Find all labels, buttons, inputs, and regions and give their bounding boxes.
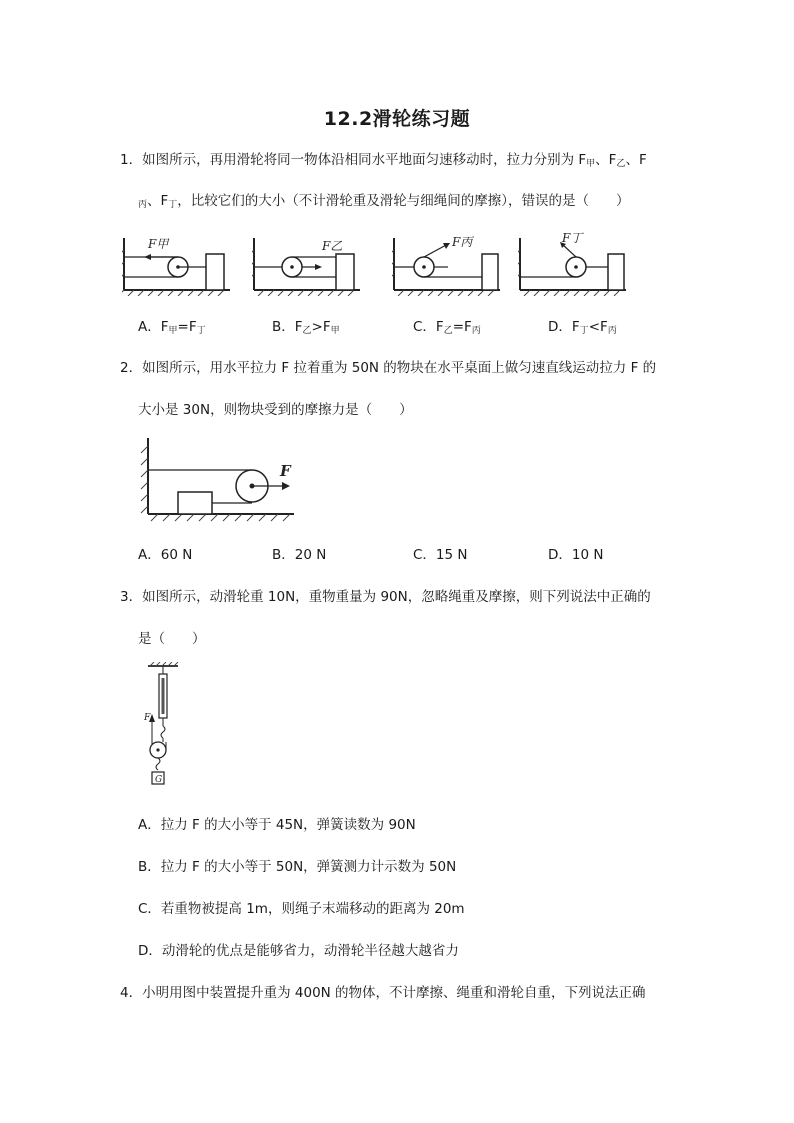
q3-option-d[interactable]: D．动滑轮的优点是能够省力，动滑轮半径越大越省力 (138, 943, 459, 959)
q1-figure-bing (392, 230, 504, 296)
q3-line-2: 是（ ） (138, 631, 206, 647)
q3-text-a: 如图所示，动滑轮重 10N，重物重量为 90N，忽略绳重及摩擦，则下列说法中正确的 (142, 589, 651, 605)
q4-line-1 (120, 983, 646, 1003)
q1-text-a: 如图所示，再用滑轮将同一物体沿相同水平地面匀速移动时，拉力分别为 F (142, 152, 587, 168)
q1-figure-yi (252, 230, 364, 296)
q1-fig-label-jia: F甲 (148, 237, 169, 251)
q3-figure (138, 662, 188, 792)
q2-option-b[interactable]: B．20 N (272, 547, 327, 563)
q1-b-sub1: 乙 (302, 326, 312, 336)
q4-number: 4． (120, 985, 143, 1001)
q1-text-b: ，比较它们的大小（不计滑轮重及滑轮与细绳间的摩擦），错误的是（ ） (177, 193, 630, 209)
q3-number: 3． (120, 589, 143, 605)
q1-b-sub2: 甲 (330, 326, 340, 336)
q1-figure-jia (122, 230, 234, 296)
q1-c-sub1: 乙 (443, 326, 453, 336)
q1-sub-jia: 甲 (586, 159, 596, 169)
q3-fig-label-g: G (155, 775, 163, 785)
q2-option-a[interactable]: A．60 N (138, 547, 193, 563)
q4-text-a: 小明用图中装置提升重为 400N 的物体，不计摩擦、绳重和滑轮自重，下列说法正确 (142, 985, 646, 1001)
q1-c-label: C．F (413, 319, 444, 335)
q1-d-mid: <F (588, 319, 608, 335)
q1-fig-label-ding: F丁 (562, 231, 583, 245)
q1-line-1 (120, 150, 647, 174)
q1-sep2: 、F (625, 152, 647, 168)
q3-option-c[interactable]: C．若重物被提高 1m，则绳子末端移动的距离为 20m (138, 901, 465, 917)
q3-line-1 (120, 587, 651, 607)
q1-b-mid: >F (311, 319, 331, 335)
q1-fig-label-yi: F乙 (322, 239, 343, 253)
q1-a-mid: =F (177, 319, 197, 335)
q1-sep3: 、F (147, 193, 169, 209)
q1-d-sub2: 丙 (607, 326, 617, 336)
q1-line-2 (138, 191, 630, 215)
q3-option-b[interactable]: B．拉力 F 的大小等于 50N，弹簧测力计示数为 50N (138, 859, 457, 875)
q1-a-label: A．F (138, 319, 169, 335)
q1-sub-yi: 乙 (616, 159, 626, 169)
q1-sub-ding: 丁 (168, 200, 178, 210)
q1-option-a[interactable] (138, 317, 206, 341)
q1-d-sub1: 丁 (579, 326, 589, 336)
page-title: 12.2滑轮练习题 (323, 108, 471, 130)
q1-a-sub1: 甲 (168, 326, 178, 336)
q1-option-b[interactable] (272, 317, 340, 341)
q1-option-d[interactable] (548, 317, 617, 341)
q3-option-a[interactable]: A．拉力 F 的大小等于 45N，弹簧读数为 90N (138, 817, 416, 833)
q1-figure-ding (518, 230, 630, 296)
q1-c-sub2: 丙 (471, 326, 481, 336)
q2-option-c[interactable]: C．15 N (413, 547, 468, 563)
q1-b-label: B．F (272, 319, 303, 335)
q2-line-2: 大小是 30N，则物块受到的摩擦力是（ ） (138, 402, 413, 418)
q2-fig-label-f: F (280, 462, 291, 480)
q2-number: 2． (120, 360, 143, 376)
q1-c-mid: =F (452, 319, 472, 335)
q2-figure (138, 436, 298, 524)
q1-number: 1． (120, 152, 143, 168)
q1-a-sub2: 丁 (196, 326, 206, 336)
q2-text-a: 如图所示，用水平拉力 F 拉着重为 50N 的物块在水平桌面上做匀速直线运动拉力 F 的 (142, 360, 657, 376)
q2-option-d[interactable]: D．10 N (548, 547, 604, 563)
q2-line-1 (120, 358, 656, 378)
q1-option-c[interactable] (413, 317, 481, 341)
q1-fig-label-bing: F丙 (452, 235, 473, 249)
q1-sub-bing: 丙 (138, 200, 148, 210)
q3-fig-label-f: F (144, 713, 151, 723)
q1-sep1: 、F (595, 152, 617, 168)
q1-d-label: D．F (548, 319, 580, 335)
